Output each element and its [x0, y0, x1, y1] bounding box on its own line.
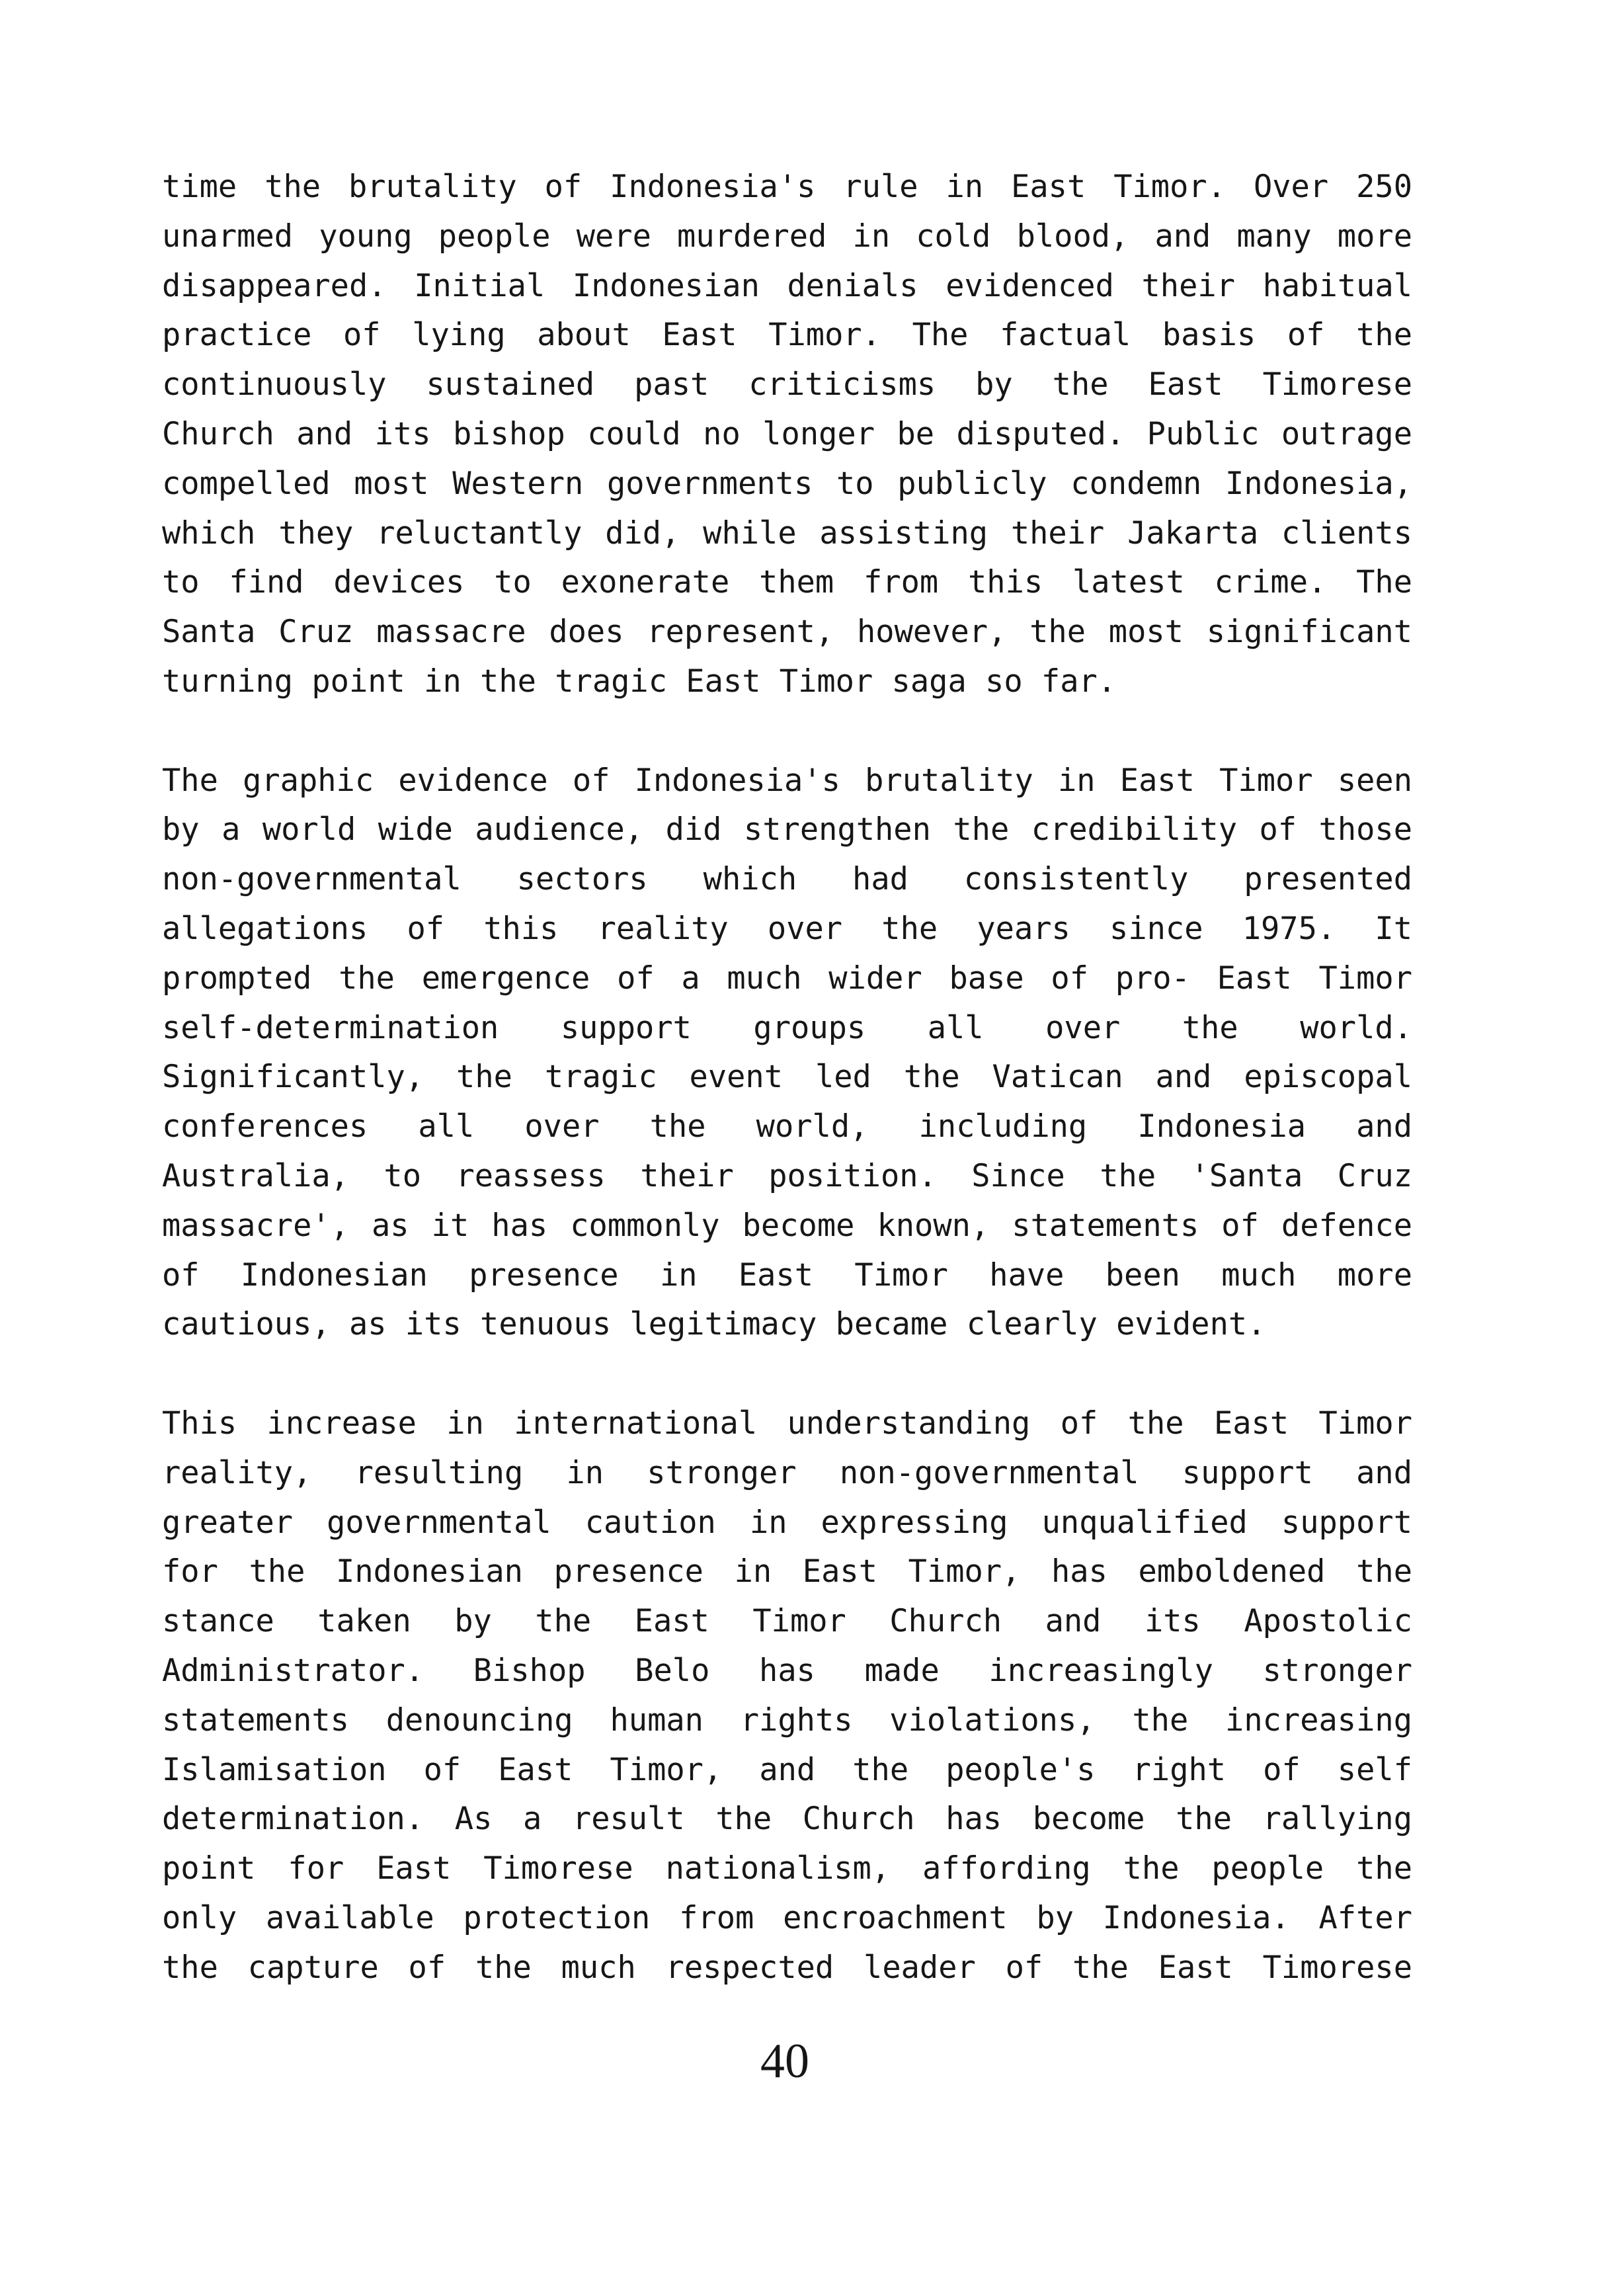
page-number: 40	[760, 2034, 809, 2088]
text-line: Church and its bishop could no longer be disputed. Public outrage	[162, 415, 1412, 452]
text-line: Significantly, the tragic event led the Vatican and episcopal	[162, 1059, 1412, 1096]
text-line: greater governmental caution in expressing unqualified support	[162, 1504, 1412, 1541]
paragraph-3	[162, 1399, 1412, 1993]
text-line: which they reluctantly did, while assisting their Jakarta clients	[162, 514, 1412, 552]
text-line: turning point in the tragic East Timor saga so far.	[162, 663, 1117, 700]
body-text	[162, 163, 1412, 1992]
text-line: for the Indonesian presence in East Timor, has emboldened the	[162, 1553, 1412, 1590]
text-line: conferences all over the world, including Indonesia and	[162, 1108, 1412, 1145]
text-line: Administrator. Bishop Belo has made increasingly stronger	[162, 1652, 1412, 1689]
text-line: practice of lying about East Timor. The factual basis of the	[162, 317, 1412, 354]
text-line: non-governmental sectors which had consistently presented	[162, 861, 1412, 898]
text-line: time the brutality of Indonesia's rule in East Timor. Over 250	[162, 169, 1412, 205]
paragraph-gap	[162, 1350, 1412, 1399]
text-line: self-determination support groups all over the world.	[162, 1009, 1412, 1046]
text-line: only available protection from encroachment by Indonesia. After	[162, 1899, 1412, 1936]
text-line: the capture of the much respected leader of the East Timorese	[162, 1949, 1412, 1986]
text-line: Australia, to reassess their position. Since the 'Santa Cruz	[162, 1157, 1412, 1194]
text-line: Islamisation of East Timor, and the people's right of self	[162, 1751, 1412, 1788]
text-line: prompted the emergence of a much wider base of pro- East Timor	[162, 960, 1412, 997]
text-line: point for East Timorese nationalism, affording the people the	[162, 1850, 1412, 1887]
text-line: of Indonesian presence in East Timor have been much more	[162, 1256, 1412, 1293]
text-line: by a world wide audience, did strengthen the credibility of those	[162, 811, 1412, 848]
text-line: continuously sustained past criticisms by the East Timorese	[162, 366, 1412, 403]
text-line: disappeared. Initial Indonesian denials evidenced their habitual	[162, 267, 1412, 304]
text-line: cautious, as its tenuous legitimacy became clearly evident.	[162, 1306, 1266, 1343]
text-line: to find devices to exonerate them from this latest crime. The	[162, 564, 1412, 601]
text-line: Santa Cruz massacre does represent, however, the most significant	[162, 614, 1412, 651]
text-line: unarmed young people were murdered in cold blood, and many more	[162, 218, 1412, 255]
text-line: massacre', as it has commonly become known, statements of defence	[162, 1207, 1412, 1244]
text-line: reality, resulting in stronger non-governmental support and	[162, 1454, 1412, 1491]
paragraph-gap	[162, 707, 1412, 757]
paragraph-1	[162, 163, 1412, 707]
text-line: determination. As a result the Church has become the rallying	[162, 1801, 1412, 1838]
text-line: stance taken by the East Timor Church and its Apostolic	[162, 1603, 1412, 1640]
text-line: The graphic evidence of Indonesia's brutality in East Timor seen	[162, 762, 1412, 799]
text-line: allegations of this reality over the years since 1975. It	[162, 910, 1412, 947]
text-line: compelled most Western governments to publicly condemn Indonesia,	[162, 465, 1412, 502]
text-line: statements denouncing human rights violations, the increasing	[162, 1702, 1412, 1739]
text-line: This increase in international understanding of the East Timor	[162, 1405, 1412, 1442]
paragraph-2	[162, 757, 1412, 1350]
